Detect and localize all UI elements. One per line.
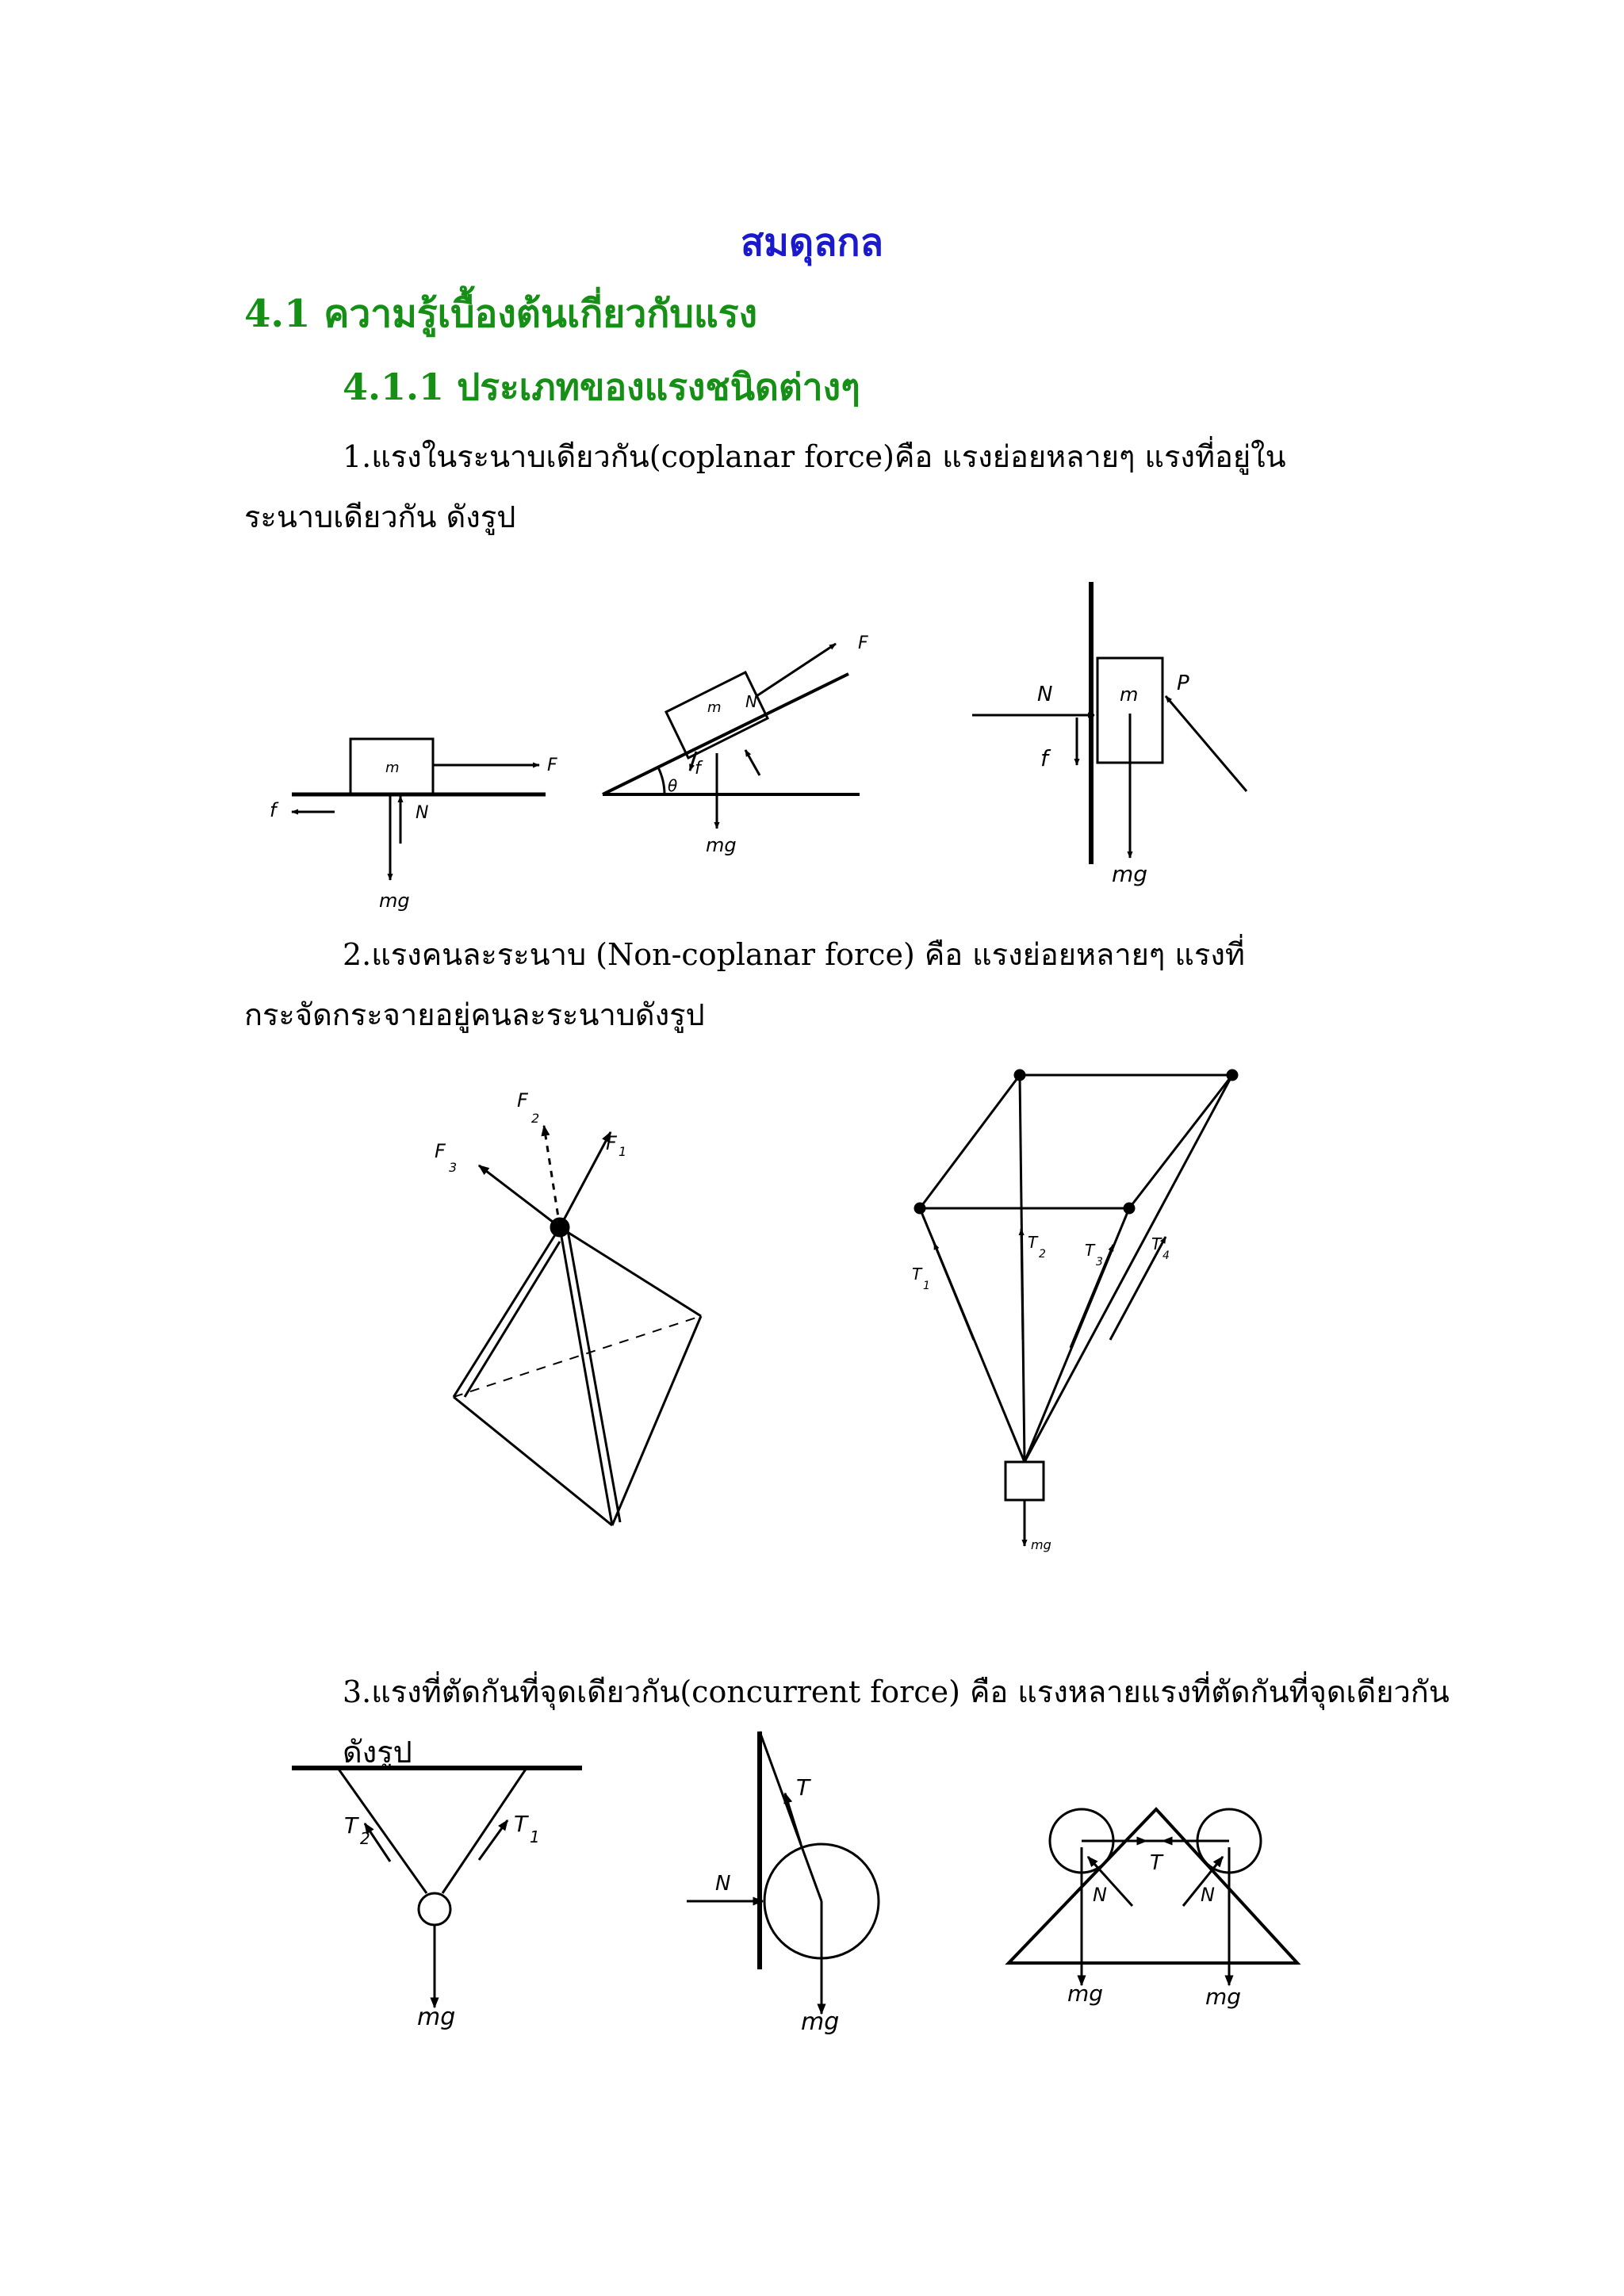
label-m: m xyxy=(707,699,722,716)
label-F: F xyxy=(858,633,868,653)
label-T1: T xyxy=(912,1265,922,1284)
label-F1-sub: 1 xyxy=(619,1144,627,1159)
label-N-left: N xyxy=(1093,1884,1107,1906)
angle-arc xyxy=(658,767,665,794)
label-T2-sub: 2 xyxy=(360,1829,370,1848)
label-T2-sub: 2 xyxy=(1039,1248,1046,1261)
tension-T3-arrow xyxy=(1071,1245,1113,1348)
frame-point xyxy=(1124,1203,1134,1213)
frame-point xyxy=(1228,1070,1237,1080)
tet-edge xyxy=(612,1316,701,1525)
tet-apex-point xyxy=(551,1219,569,1236)
section-heading: 4.1 ความรู้เบื้องต้นเกี่ยวกับแรง xyxy=(244,292,758,336)
string-line xyxy=(760,1732,822,1901)
page-title: สมดุลกล xyxy=(741,220,883,265)
label-mg-right: mg xyxy=(1205,1984,1242,2010)
label-theta: θ xyxy=(668,776,678,795)
tet-edge xyxy=(560,1227,612,1525)
label-T3-sub: 3 xyxy=(1096,1256,1103,1269)
label-N: N xyxy=(1037,683,1053,706)
label-N-right: N xyxy=(1201,1884,1215,1906)
label-mg: mg xyxy=(1112,861,1148,887)
label-f: f xyxy=(695,759,701,779)
label-T4: T xyxy=(1151,1234,1162,1253)
tet-edge xyxy=(454,1227,560,1397)
tet-force-F3 xyxy=(479,1165,560,1227)
label-F3-sub: 3 xyxy=(449,1160,458,1175)
incline-force-F xyxy=(756,644,836,696)
label-m: m xyxy=(385,760,400,776)
tension-T1-arrow xyxy=(479,1820,508,1860)
label-N: N xyxy=(416,803,429,823)
paragraph-concurrent: 3.แรงที่ตัดกันที่จุดเดียวกัน(concurrent force) คือ แรงหลายแรงที่ตัดกันที่จุดเดียวกัน ดังรูป xyxy=(343,1674,1450,1770)
fig-hanging-mass xyxy=(915,1070,1237,1546)
label-F: F xyxy=(547,756,557,775)
fig-two-balls xyxy=(1009,1809,1297,1985)
label-f: f xyxy=(1040,745,1048,771)
label-m: m xyxy=(1120,683,1139,706)
label-T1-sub: 1 xyxy=(923,1280,930,1292)
tet-force-F2 xyxy=(544,1126,560,1227)
label-F2-sub: 2 xyxy=(531,1111,540,1126)
paragraph-non-coplanar: 2.แรงคนละระนาบ (Non-coplanar force) คือ แรงย่อยหลายๆ แรงที่กระจัดกระจายอยู่คนละระนาบดังรูป xyxy=(244,937,1245,1032)
incline-normal-N xyxy=(745,750,760,775)
label-f: f xyxy=(270,799,277,821)
fig-hanging-ball xyxy=(292,1768,582,2007)
tension-T1-arrow xyxy=(934,1243,974,1340)
frame-point xyxy=(1015,1070,1025,1080)
label-F3: F xyxy=(435,1140,446,1162)
label-F1: F xyxy=(606,1132,617,1154)
rope-4 xyxy=(1025,1075,1232,1462)
incline-surface xyxy=(603,674,848,794)
label-mg: mg xyxy=(379,890,410,912)
label-T: T xyxy=(1150,1851,1162,1875)
sphere-tension-T xyxy=(785,1793,801,1844)
label-T1: T xyxy=(514,1811,528,1837)
subsection-heading: 4.1.1 ประเภทของแรงชนิดต่างๆ xyxy=(343,365,860,408)
label-T1-sub: 1 xyxy=(530,1827,540,1846)
label-mg-left: mg xyxy=(1067,1980,1104,2007)
wall-push-P xyxy=(1166,696,1247,791)
hanging-ball xyxy=(419,1893,450,1925)
fig-tetrahedron xyxy=(454,1126,701,1525)
label-F2: F xyxy=(517,1089,528,1112)
hanging-box xyxy=(1005,1462,1044,1500)
label-T: T xyxy=(796,1774,810,1800)
label-T2: T xyxy=(1028,1233,1038,1252)
label-T4-sub: 4 xyxy=(1162,1249,1170,1262)
label-P: P xyxy=(1177,672,1189,695)
label-mg: mg xyxy=(1031,1537,1051,1552)
label-mg: mg xyxy=(706,834,737,856)
label-T3: T xyxy=(1085,1241,1095,1260)
tet-force-F1 xyxy=(560,1132,611,1227)
tet-edge xyxy=(454,1397,612,1525)
label-T2: T xyxy=(344,1812,358,1839)
fig-wall-block xyxy=(972,582,1247,864)
label-mg: mg xyxy=(417,2003,456,2031)
label-N: N xyxy=(745,692,757,711)
frame-edge xyxy=(920,1075,1020,1208)
label-mg: mg xyxy=(801,2008,840,2036)
fig-incline-block xyxy=(603,644,860,828)
frame-point xyxy=(915,1203,925,1213)
tet-edge xyxy=(465,1242,560,1397)
frame-edge xyxy=(1129,1075,1232,1208)
label-N: N xyxy=(715,1872,731,1896)
paragraph-coplanar: 1.แรงในระนาบเดียวกัน(coplanar force)คือ แรงย่อยหลายๆ แรงที่อยู่ในระนาบเดียวกัน ดังรูป xyxy=(244,439,1286,534)
tet-edge xyxy=(568,1230,620,1522)
tension-T2-arrow xyxy=(1021,1229,1023,1340)
